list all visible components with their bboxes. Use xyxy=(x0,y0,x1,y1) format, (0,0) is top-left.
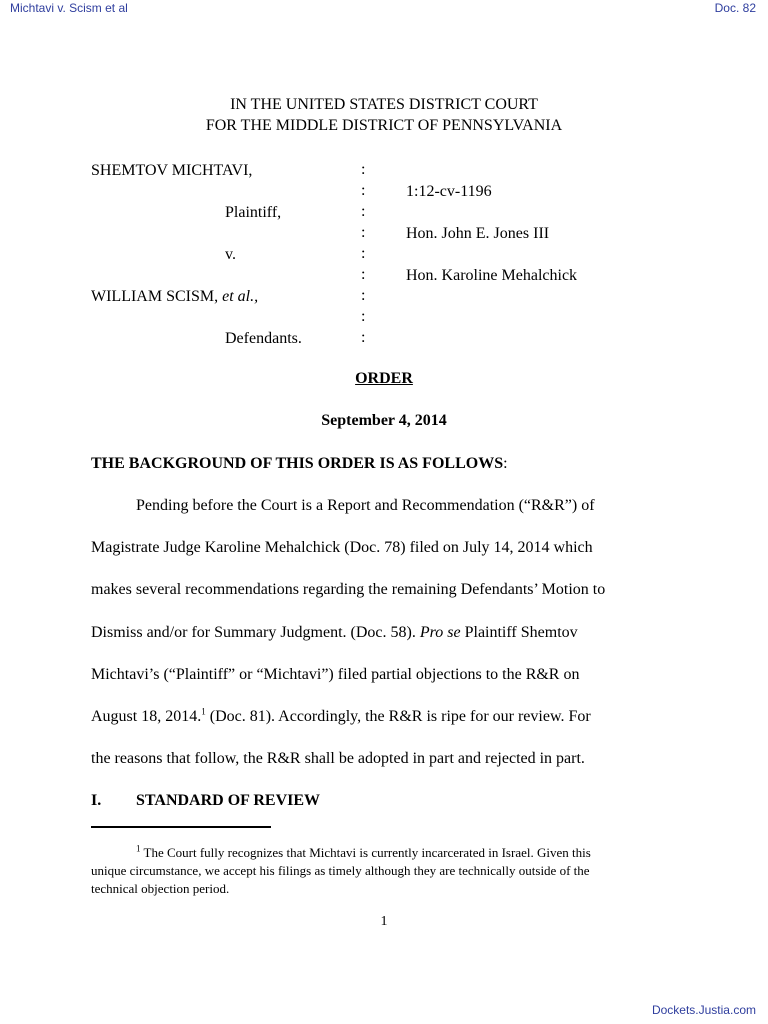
judge-jones: Hon. John E. Jones III xyxy=(406,225,550,242)
justia-link[interactable]: Dockets.Justia.com xyxy=(651,1003,756,1017)
doc-number-link[interactable]: Doc. 82 xyxy=(714,1,756,15)
footnote-line: technical objection period. xyxy=(91,881,230,896)
page-number: 1 xyxy=(380,914,388,929)
footnote-marker: 1 xyxy=(136,843,141,854)
footnote-rule xyxy=(91,826,271,828)
body-line: Michtavi’s (“Plaintiff” or “Michtavi”) filed partial objections to the R&R on xyxy=(91,666,580,683)
body-line: the reasons that follow, the R&R shall be adopted in part and rejected in part. xyxy=(91,750,585,767)
caption-colon: : xyxy=(361,308,366,325)
background-heading: THE BACKGROUND OF THIS ORDER IS AS FOLLOWS: xyxy=(91,455,508,472)
defendant-etal: et al., xyxy=(222,288,259,305)
defendant-name: WILLIAM SCISM, xyxy=(91,288,219,305)
case-number: 1:12-cv-1196 xyxy=(406,183,492,200)
footnote-line: $^1$ The Court fully recognizes that Michtavi is currently incarcerated in Israel. Given this xyxy=(136,843,591,860)
body-line: Magistrate Judge Karoline Mehalchick (Doc. 78) filed on July 14, 2014 which xyxy=(91,539,593,556)
case-title-link[interactable]: Michtavi v. Scism et al xyxy=(10,1,128,15)
defendant-role: Defendants. xyxy=(225,330,302,347)
judge-mehalchick: Hon. Karoline Mehalchick xyxy=(406,267,578,284)
body-line: Pending before the Court is a Report and Recommendation (“R&R”) of xyxy=(136,497,595,514)
body-line: August 18, 2014.$^1$ (Doc. 81). Accordingly, the R&R is ripe for our review. For xyxy=(91,706,591,725)
caption-colon: : xyxy=(361,287,366,304)
defendant-name-line xyxy=(91,287,258,306)
section-number: I. xyxy=(91,792,102,809)
caption-colon: : xyxy=(361,245,366,262)
caption-colon: : xyxy=(361,203,366,220)
caption-colon: : xyxy=(361,161,366,178)
plaintiff-role: Plaintiff, xyxy=(225,204,282,221)
order-title: ORDER xyxy=(355,370,413,387)
court-name-line1: IN THE UNITED STATES DISTRICT COURT xyxy=(230,96,538,113)
section-title: STANDARD OF REVIEW xyxy=(136,792,321,809)
caption-colon: : xyxy=(361,329,366,346)
court-name-line2: FOR THE MIDDLE DISTRICT OF PENNSYLVANIA xyxy=(205,117,563,134)
body-line: makes several recommendations regarding the remaining Defendants’ Motion to xyxy=(91,581,606,598)
pro-se-italic: Pro se xyxy=(419,624,461,641)
body-line: Dismiss and/or for Summary Judgment. (Doc. 58). Pro se Plaintiff Shemtov xyxy=(91,624,578,641)
plaintiff-name: SHEMTOV MICHTAVI, xyxy=(91,162,253,179)
caption-colon: : xyxy=(361,224,366,241)
caption-colon: : xyxy=(361,182,366,199)
footnote-ref[interactable]: 1 xyxy=(201,706,206,717)
versus-label: v. xyxy=(225,246,236,263)
order-date: September 4, 2014 xyxy=(321,412,447,429)
caption-colon: : xyxy=(361,266,366,283)
footnote-line: unique circumstance, we accept his filings as timely although they are technically outside of the xyxy=(91,863,590,878)
